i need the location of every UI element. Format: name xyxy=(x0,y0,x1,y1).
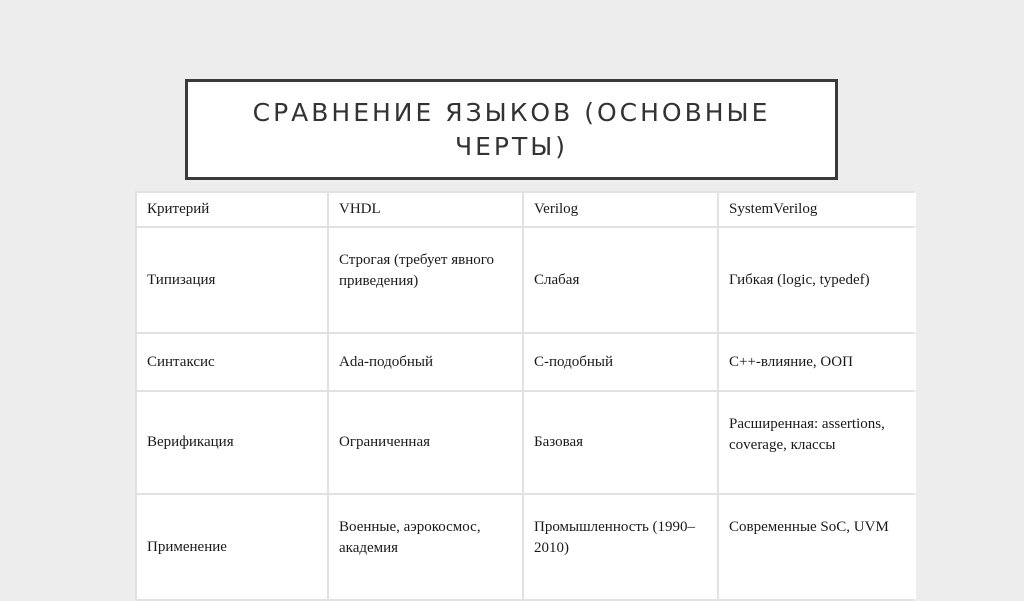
header-cell-criterion: Критерий xyxy=(137,193,327,226)
row-label: Применение xyxy=(137,495,327,599)
table-cell: Современные SoC, UVM xyxy=(719,495,916,599)
table-cell: C-подобный xyxy=(524,334,717,390)
row-label: Верификация xyxy=(137,392,327,493)
table-cell: C++-влияние, ООП xyxy=(719,334,916,390)
row-label: Синтаксис xyxy=(137,334,327,390)
slide-title: СРАВНЕНИЕ ЯЗЫКОВ (ОСНОВНЫЕ ЧЕРТЫ) xyxy=(252,97,771,161)
table-cell: Гибкая (logic, typedef) xyxy=(719,228,916,332)
title-box xyxy=(185,79,838,180)
table-cell: Строгая (требует явного приведения) xyxy=(329,228,522,332)
table-cell: Промышленность (1990–2010) xyxy=(524,495,717,599)
comparison-table xyxy=(135,191,914,601)
table-row xyxy=(137,334,916,390)
row-label: Типизация xyxy=(137,228,327,332)
header-cell-systemverilog: SystemVerilog xyxy=(719,193,916,226)
table-cell: Ada-подобный xyxy=(329,334,522,390)
table-cell: Расширенная: assertions, coverage, классы xyxy=(719,392,916,493)
table-header-row xyxy=(137,193,916,226)
table-cell: Военные, аэрокосмос, академия xyxy=(329,495,522,599)
table-cell: Ограниченная xyxy=(329,392,522,493)
header-cell-verilog: Verilog xyxy=(524,193,717,226)
table-cell: Слабая xyxy=(524,228,717,332)
header-cell-vhdl: VHDL xyxy=(329,193,522,226)
table-cell: Базовая xyxy=(524,392,717,493)
table-row xyxy=(137,495,916,599)
table-row xyxy=(137,392,916,493)
table-row xyxy=(137,228,916,332)
